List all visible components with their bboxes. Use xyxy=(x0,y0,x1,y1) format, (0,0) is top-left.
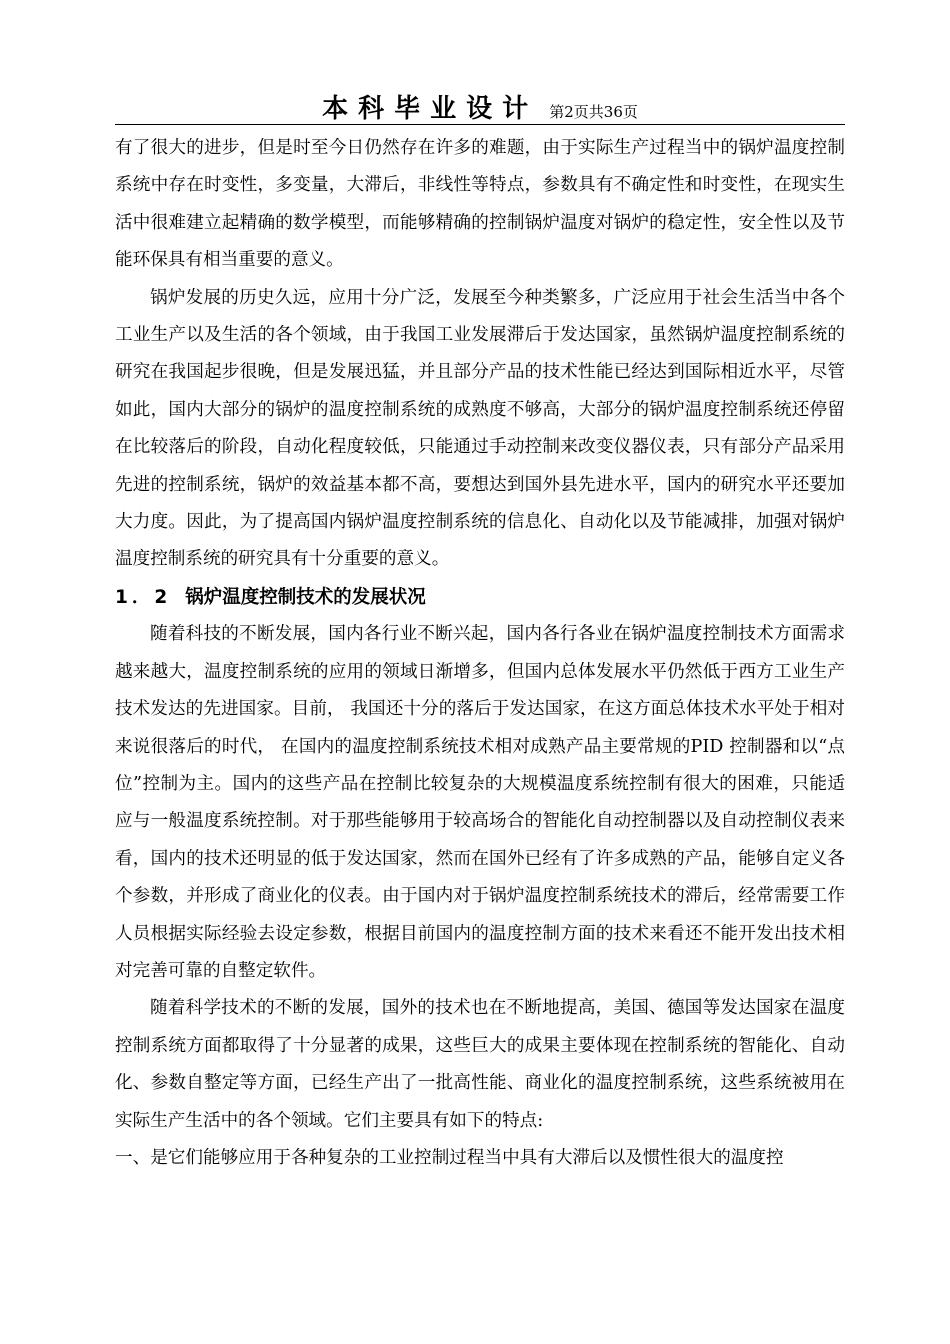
paragraph-domestic-status: 随着科技的不断发展，国内各行业不断兴起，国内各行各业在锅炉温度控制技术方面需求越来越大，温度控制系统的应用的领域日渐增多，但国内总体发展水平仍然低于西方工业生产技术发达的先进国家。目前， 我国还十分的落后于发达国家，在这方面总体技术水平处于相对来说很落后的时代， 在国内的温度控制系统技术相对成熟产品主要常规的PID 控制器和以“点位”控制为主。国内的这些产品在控制比较复杂的大规模温度系统控制有很大的困难，只能适应与一般温度系统控制。对于那些能够用于较高场合的智能化自动控制器以及自动控制仪表来看，国内的技术还明显的低于发达国家，然而在国外已经有了许多成熟的产品，能够自定义各个参数，并形成了商业化的仪表。由于国内对于锅炉温度控制系统技术的滞后，经常需要工作人员根据实际经验去设定参数，根据目前国内的温度控制方面的技术来看还不能开发出技术相对完善可靠的自整定软件。 xyxy=(115,624,845,981)
page-header xyxy=(115,88,845,124)
section-number: 1．2 xyxy=(115,586,172,608)
section-title: 锅炉温度控制技术的发展状况 xyxy=(185,586,426,608)
paragraph-feature-one: 一、是它们能够应用于各种复杂的工业控制过程当中具有大滞后以及惯性很大的温度控 xyxy=(115,1147,784,1168)
header-divider xyxy=(115,124,845,125)
header-page-info: 第2页共36页 xyxy=(549,103,638,121)
paragraph-foreign-status: 随着科学技术的不断的发展，国外的技术也在不断地提高，美国、德国等发达国家在温度控制系统方面都取得了十分显著的成果，这些巨大的成果主要体现在控制系统的智能化、自动化、参数自整定等方面，已经生产出了一批高性能、商业化的温度控制系统，这些系统被用在实际生产生活中的各个领域。它们主要具有如下的特点: xyxy=(115,998,845,1131)
body-text xyxy=(115,130,845,1177)
paragraph-boiler-history: 锅炉发展的历史久远，应用十分广泛，发展至今种类繁多，广泛应用于社会生活当中各个工业生产以及生活的各个领域，由于我国工业发展滞后于发达国家，虽然锅炉温度控制系统的研究在我国起步很晚，但是发展迅猛，并且部分产品的技术性能已经达到国际相近水平，尽管如此，国内大部分的锅炉的温度控制系统的成熟度不够高，大部分的锅炉温度控制系统还停留在比较落后的阶段，自动化程度较低，只能通过手动控制来改变仪器仪表，只有部分产品采用先进的控制系统，锅炉的效益基本都不高，要想达到国外县先进水平，国内的研究水平还要加大力度。因此，为了提高国内锅炉温度控制系统的信息化、自动化以及节能减排，加强对锅炉温度控制系统的研究具有十分重要的意义。 xyxy=(115,287,845,570)
paragraph-continuation: 有了很大的进步，但是时至今日仍然存在许多的难题，由于实际生产过程当中的锅炉温度控制系统中存在时变性，多变量，大滞后，非线性等特点，参数具有不确定性和时变性，在现实生活中很难建立起精确的数学模型，而能够精确的控制锅炉温度对锅炉的稳定性，安全性以及节能环保具有相当重要的意义。 xyxy=(115,138,845,271)
header-title: 本科毕业设计 xyxy=(322,94,539,124)
section-heading xyxy=(115,579,845,616)
document-page xyxy=(115,88,845,1177)
